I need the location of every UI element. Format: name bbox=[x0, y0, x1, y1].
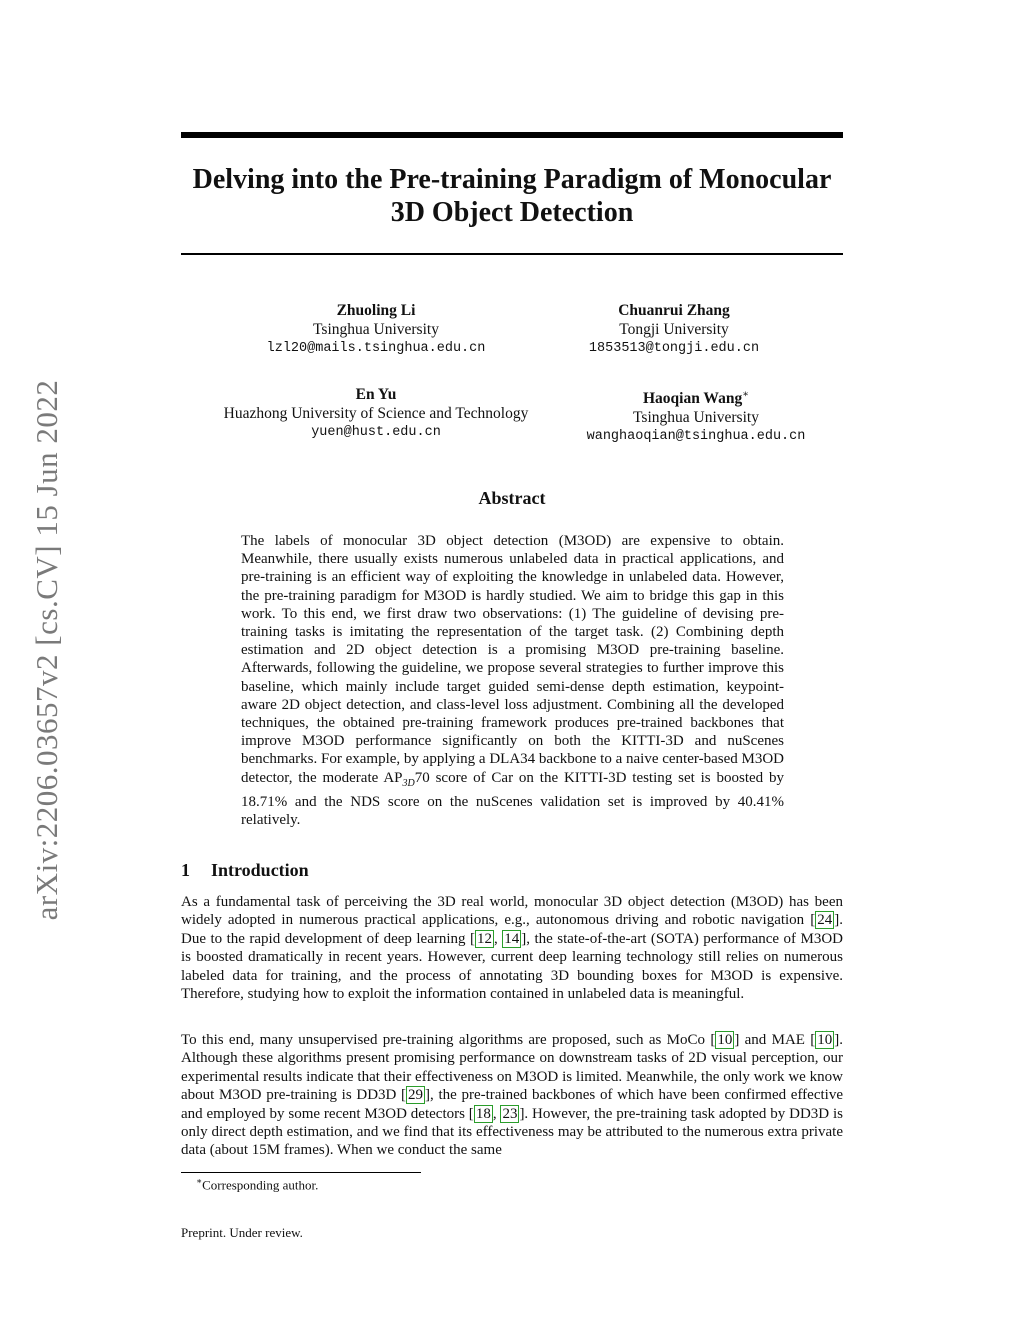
author-affiliation: Huazhong University of Science and Technology bbox=[223, 405, 529, 422]
footnote bbox=[196, 1176, 318, 1193]
title-line-2: 3D Object Detection bbox=[390, 197, 634, 228]
citation-link[interactable]: 10 bbox=[717, 1032, 733, 1048]
citation-link[interactable]: 10 bbox=[817, 1032, 833, 1048]
citation-link[interactable]: 23 bbox=[502, 1105, 518, 1122]
corresponding-mark: ∗ bbox=[742, 389, 749, 400]
citation-link[interactable]: 14 bbox=[504, 930, 520, 947]
author-affiliation: Tongji University bbox=[619, 321, 729, 338]
author-affiliation: Tsinghua University bbox=[313, 321, 439, 338]
abstract-heading: Abstract bbox=[478, 488, 546, 508]
citation-link[interactable]: 12 bbox=[477, 930, 493, 947]
intro-paragraph-2 bbox=[181, 1031, 843, 1160]
author-name-line bbox=[506, 385, 886, 408]
footnote-mark: ∗ bbox=[196, 1176, 203, 1186]
citation-link[interactable]: 18 bbox=[475, 1105, 491, 1122]
metric-base: AP bbox=[383, 769, 403, 786]
metric-subscript: 3D bbox=[402, 777, 415, 789]
author-block-4 bbox=[506, 385, 886, 446]
paragraph-text: As a fundamental task of perceiving the 3D real world, monocular 3D object detection (M3OD) has been widely adopted in numerous practical applications, e.g., autonomous driving and robotic navigation [ bbox=[181, 894, 843, 929]
arxiv-identifier: arXiv:2206.03657v2 [cs.CV] 15 Jun 2022 bbox=[29, 379, 64, 921]
paragraph-text: ] and MAE [ bbox=[734, 1032, 816, 1048]
footnote-rule bbox=[181, 1172, 421, 1173]
title-line-1: Delving into the Pre-training Paradigm of Monocular bbox=[192, 164, 832, 195]
paragraph-text: , bbox=[492, 1105, 501, 1122]
paragraph-text: ]. Due to the rapid development of deep learning [ bbox=[181, 912, 843, 947]
paper-title bbox=[181, 163, 843, 229]
author-email[interactable]: yuen@hust.edu.cn bbox=[311, 425, 441, 440]
citation-link[interactable]: 24 bbox=[817, 912, 833, 929]
title-bottom-rule bbox=[181, 253, 843, 255]
abstract-text-part-1: The labels of monocular 3D object detection (M3OD) are expensive to obtain. Meanwhile, there usually exists numerous unlabeled data in practical applications, and pre-training is an efficient way of exploiting the knowledge in unlabeled data. However, the pre-training paradigm for M3OD is hardly studied. We aim to bridge this gap in this work. To this end, we first draw two observations: (1) The guideline of devising pre-training tasks is imitating the representation of the target task. (2) Combining depth estimation and 2D object detection is a promising M3OD pre-training baseline. Afterwards, following the guideline, we propose several strategies to further improve this baseline, which mainly include target guided semi-dense depth estimation, keypoint-aware 2D object detection, and class-level loss adjustment. Combining all the developed techniques, the obtained pre-training framework produces pre-trained backbones that improve M3OD performance significantly on both the KITTI-3D and nuScenes benchmarks. For example, by applying a DLA34 backbone to a naive center-based M3OD detector, the moderate bbox=[241, 533, 784, 786]
title-top-rule bbox=[181, 132, 843, 138]
author-name: Chuanrui Zhang bbox=[618, 302, 730, 319]
section-heading bbox=[181, 860, 309, 881]
paragraph-text: ], the state-of-the-art (SOTA) performance of M3OD is boosted dramatically in recent years. However, current deep learning technology still relies on numerous labeled data for training, and the process of annotating 3D bounding boxes for M3OD is expensive. Therefore, studying how to exploit the information contained in unlabeled data is meaningful. bbox=[181, 930, 844, 1003]
abstract-body bbox=[241, 532, 784, 829]
author-affiliation: Tsinghua University bbox=[633, 409, 759, 427]
intro-paragraph-1 bbox=[181, 893, 843, 1003]
author-email[interactable]: lzl20@mails.tsinghua.edu.cn bbox=[266, 341, 486, 356]
citation-link[interactable]: 29 bbox=[408, 1087, 424, 1104]
author-name: Haoqian Wang bbox=[642, 390, 743, 408]
author-block-2 bbox=[484, 301, 864, 358]
section-title: Introduction bbox=[211, 860, 309, 880]
author-email[interactable]: 1853513@tongji.edu.cn bbox=[588, 341, 760, 356]
page-footer: Preprint. Under review. bbox=[181, 1225, 303, 1240]
paragraph-text: ]. However, the pre-training task adopted by DD3D is only direct depth estimation, and we find that its effectiveness may be attributed to the numerous extra private data (about 15M frames). When we conduct the same bbox=[181, 1105, 844, 1159]
paragraph-text: ], the pre-trained backbones of which have been confirmed effective and employed by some recent M3OD detectors [ bbox=[181, 1087, 843, 1122]
paragraph-text: To this end, many unsupervised pre-training algorithms are proposed, such as MoCo [ bbox=[181, 1032, 716, 1048]
paragraph-text: , bbox=[494, 930, 503, 947]
abstract-text-part-2: 70 score of Car on the KITTI-3D testing set is boosted by 18.71% and the NDS score on the nuScenes validation set is improved by 40.41% relatively. bbox=[241, 769, 784, 829]
metric-symbol bbox=[383, 769, 415, 789]
section-number: 1 bbox=[181, 860, 190, 880]
author-name: En Yu bbox=[355, 386, 397, 403]
paragraph-text: ]. Although these algorithms present promising performance on downstream tasks of 2D visual perception, our experimental results indicate that their effectiveness on M3OD is limited. Meanwhile, the only work we know about M3OD pre-training is DD3D [ bbox=[181, 1032, 844, 1104]
footnote-text: Corresponding author. bbox=[202, 1177, 319, 1193]
author-email[interactable]: wanghaoqian@tsinghua.edu.cn bbox=[586, 429, 806, 445]
author-name: Zhuoling Li bbox=[336, 302, 416, 319]
